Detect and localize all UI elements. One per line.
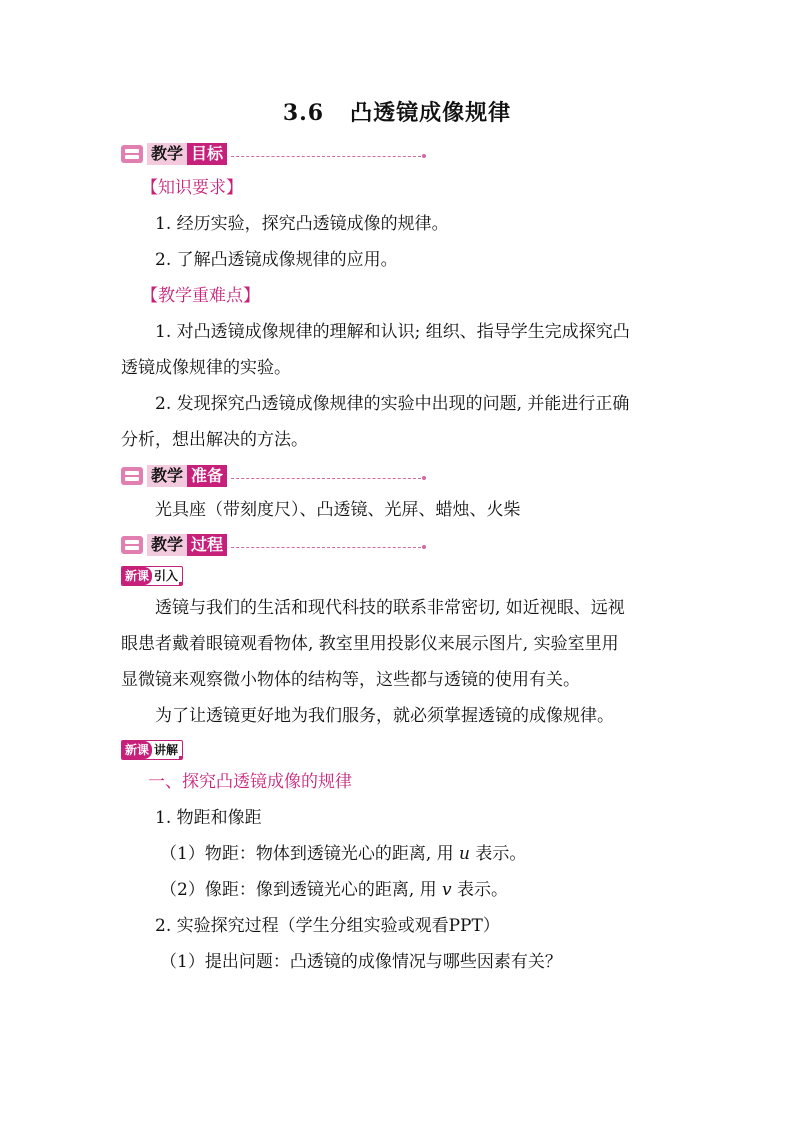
- book-icon: [121, 536, 143, 554]
- key-difficulty-heading: 【教学重难点】: [141, 286, 260, 306]
- item-2: 2. 实验探究过程（学生分组实验或观看PPT）: [155, 916, 500, 936]
- item-1a: [160, 842, 526, 866]
- section-header-teaching-process: [121, 534, 426, 556]
- section-label-left: 教学: [147, 534, 187, 556]
- intro-paragraph-1-line-1: 透镜与我们的生活和现代科技的联系非常密切, 如近视眼、远视: [155, 598, 625, 618]
- divider-end-dot: [422, 476, 426, 480]
- section-label-right: 准备: [187, 465, 227, 487]
- variable-v: v: [442, 880, 452, 900]
- difficulty-1-line-2: 透镜成像规律的实验。: [121, 358, 291, 378]
- item-1a-text: （1）物距：物体到透镜光心的距离, 用: [160, 844, 454, 864]
- section-label-left: 教学: [147, 143, 187, 165]
- tag-intro: 引入: [154, 569, 179, 583]
- knowledge-heading: 【知识要求】: [141, 178, 243, 198]
- intro-paragraph-1-line-2: 眼患者戴着眼镜观看物体, 教室里用投影仪来展示图片, 实验室里用: [121, 634, 619, 654]
- divider-end-dot: [422, 545, 426, 549]
- section-label-right: 过程: [187, 534, 227, 556]
- section-label-left: 教学: [147, 465, 187, 487]
- section-label-right: 目标: [187, 143, 227, 165]
- tag-new-lesson-lecture: [121, 740, 183, 760]
- item-1b-suffix: 表示。: [457, 880, 509, 900]
- dashed-divider: [231, 547, 421, 548]
- divider-end-dot: [422, 154, 426, 158]
- dashed-divider: [231, 156, 421, 157]
- intro-paragraph-2: 为了让透镜更好地为我们服务，就必须掌握透镜的成像规律。: [155, 706, 614, 726]
- section-number: 3.6: [282, 100, 325, 126]
- section-header-teaching-prep: [121, 465, 426, 487]
- variable-u: u: [459, 844, 470, 864]
- difficulty-2-line-2: 分析，想出解决的方法。: [121, 430, 308, 450]
- item-1a-suffix: 表示。: [475, 844, 527, 864]
- part-1-heading: 一、探究凸透镜成像的规律: [148, 772, 352, 792]
- item-1b-text: （2）像距：像到透镜光心的距离, 用: [160, 880, 437, 900]
- knowledge-item-1: 1. 经历实验，探究凸透镜成像的规律。: [155, 214, 449, 234]
- materials-list: 光具座（带刻度尺）、凸透镜、光屏、蜡烛、火柴: [155, 500, 521, 520]
- section-header-teaching-goals: [121, 143, 426, 165]
- book-icon: [121, 467, 143, 485]
- page-title: [0, 96, 794, 127]
- tag-new-lesson-intro: [121, 566, 183, 586]
- dashed-divider: [231, 478, 421, 479]
- knowledge-item-2: 2. 了解凸透镜成像规律的应用。: [155, 250, 398, 270]
- intro-paragraph-1-line-3: 显微镜来观察微小物体的结构等，这些都与透镜的使用有关。: [121, 670, 580, 690]
- tag-new-lesson: 新课: [122, 567, 152, 585]
- item-2a: （1）提出问题：凸透镜的成像情况与哪些因素有关？: [160, 952, 562, 972]
- title-text: 凸透镜成像规律: [350, 100, 512, 126]
- difficulty-1-line-1: 1. 对凸透镜成像规律的理解和认识; 组织、指导学生完成探究凸: [155, 322, 630, 342]
- item-1: 1. 物距和像距: [155, 808, 262, 828]
- tag-lecture: 讲解: [154, 743, 179, 757]
- book-icon: [121, 145, 143, 163]
- difficulty-2-line-1: 2. 发现探究凸透镜成像规律的实验中出现的问题, 并能进行正确: [155, 394, 630, 414]
- item-1b: [160, 878, 508, 902]
- tag-new-lesson: 新课: [122, 741, 152, 759]
